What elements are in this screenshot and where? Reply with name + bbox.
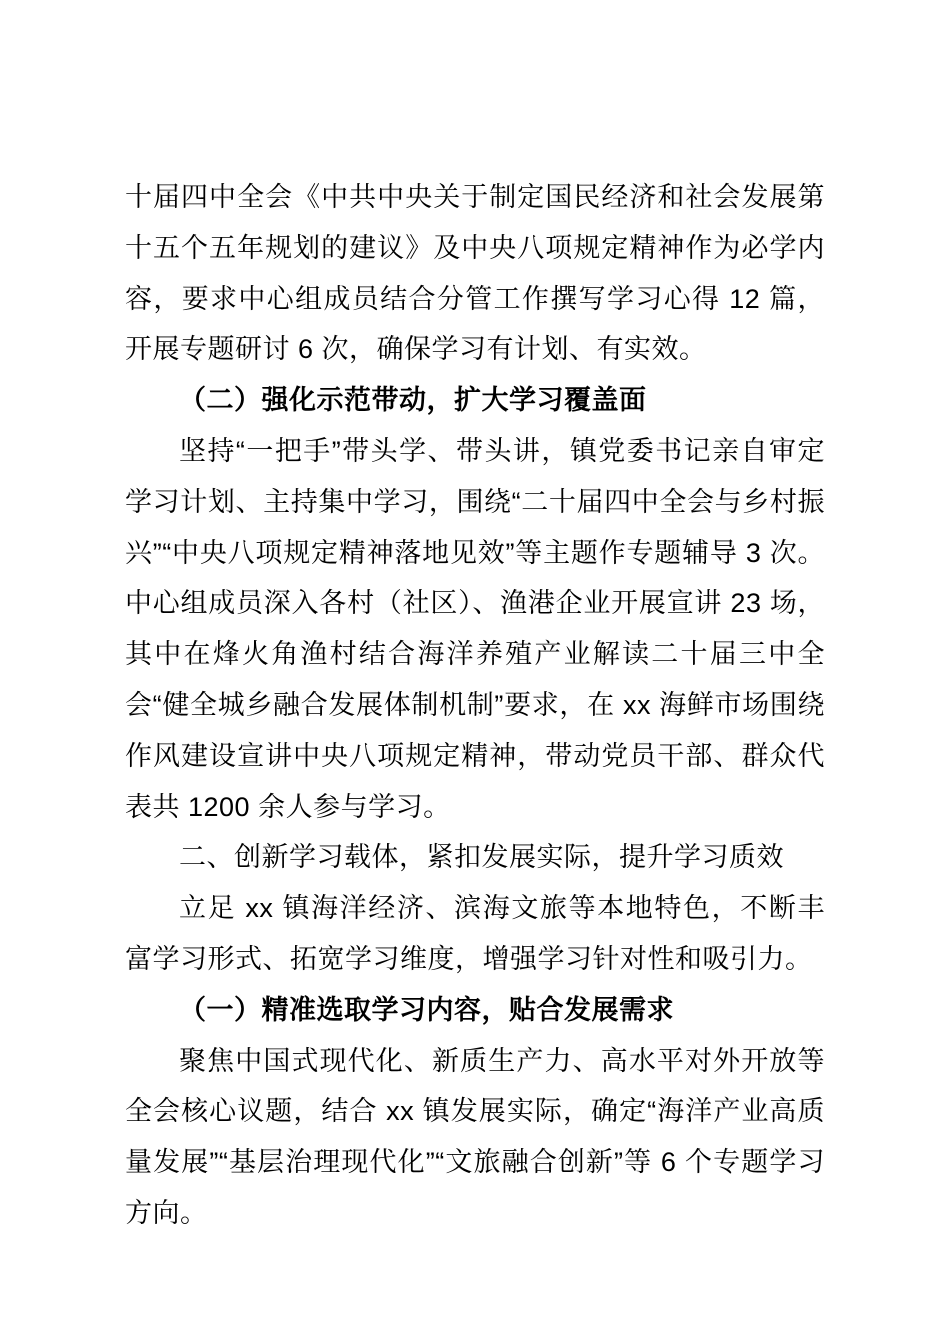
section-heading-2-content-selection: （一）精准选取学习内容，贴合发展需求 — [179, 994, 674, 1025]
paragraph-innovation-intro: 立足 xx 镇海洋经济、滨海文旅等本地特色，不断丰富学习形式、拓宽学习维度，增强学习针对性和吸引力。 — [125, 893, 825, 974]
document-content — [125, 172, 825, 1239]
paragraph-demonstration-body: 坚持“一把手”带头学、带头讲，镇党委书记亲自审定学习计划、主持集中学习，围绕“二十届四中全会与乡村振兴”“中央八项规定精神落地见效”等主题作专题辅导 3 次。中心组成员深入各村（社区）、渔港企业开展宣讲 23 场，其中在烽火角渔村结合海洋养殖产业解读二十届三中全会“健全城乡融合发展体制机制”要求，在 xx 海鲜市场围绕作风建设宣讲中央八项规定精神，带动党员干部、群众代表共 1200 余人参与学习。 — [125, 435, 825, 822]
section-heading-1-innovation: 二、创新学习载体，紧扣发展实际，提升学习质效 — [179, 842, 784, 873]
section-heading-2-demonstration: （二）强化示范带动，扩大学习覆盖面 — [179, 385, 647, 416]
paragraph-content-selection-body: 聚焦中国式现代化、新质生产力、高水平对外开放等全会核心议题，结合 xx 镇发展实际，确定“海洋产业高质量发展”“基层治理现代化”“文旅融合创新”等 6 个专题学习方向。 — [125, 1045, 825, 1228]
paragraph-continued-from-previous-page: 十届四中全会《中共中央关于制定国民经济和社会发展第十五个五年规划的建议》及中央八项规定精神作为必学内容，要求中心组成员结合分管工作撰写学习心得 12 篇，开展专题研讨 6 次，确保学习有计划、有实效。 — [125, 182, 825, 365]
